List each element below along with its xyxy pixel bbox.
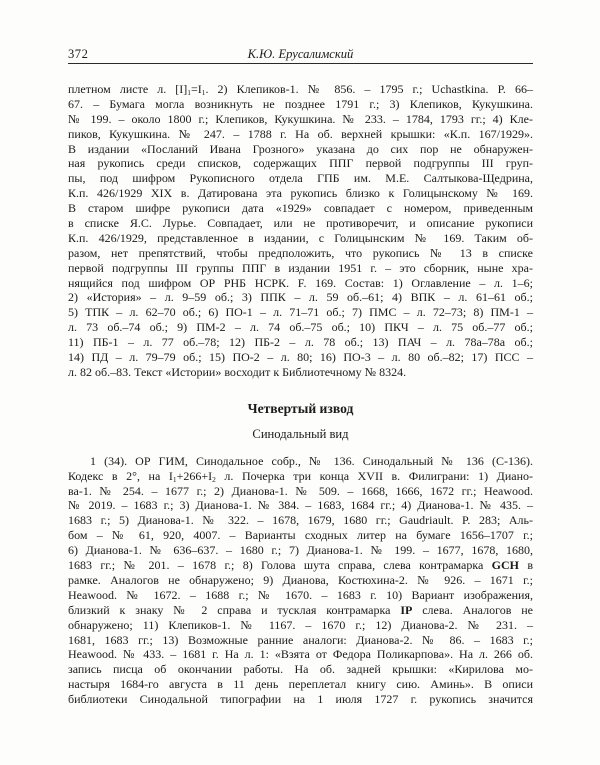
text-line: 2) «История» – л. 9–59 об.; 3) ППК – л. 59 об.–61; 4) ВПК – л. 61–61 об.; [68,290,533,305]
text-line: бом – № 61, 920, 4007. – Варианты сходных литер на бумаге 1656–1707 г.; [68,528,533,543]
text-line: ная рукопись среди списков, содержащих ППГ первой подгруппы III груп- [68,156,533,171]
text-line: пиков, Кукушкина. № 247. – 1788 г. На об. верхней крышки: «К.п. 167/1929». [68,126,533,141]
text-line: Кодекс в 2°, на $I_1+266+I_2$ л. Почерка три конца XVII в. Филиграни: 1) Диано- [68,468,533,484]
text-line: К.п. 426/1929 XIX в. Датирована эта рукопись близко к Голицынскому № 169. [68,186,533,201]
text-line: 5) ТПК – л. 62–70 об.; 6) ПО-1 – л. 71–71 об.; 7) ПМС – л. 72–73; 8) ПМ-1 – [68,305,533,320]
text-line: рамке. Аналогов не обнаружено; 9) Дианова, Костюхина-2. № 926. – 1671 г.; [68,572,533,587]
text-line: л. 73 об.–74 об.; 9) ПМ-2 – л. 74 об.–75 об.; 10) ПКЧ – л. 75 об.–77 об.; [68,320,533,335]
section-heading: Четвертый извод [247,400,354,416]
text-line: Heawood. № 433. – 1681 г. На л. 1: «Взята от Федора Поликарпова». На л. 266 об. [68,647,533,662]
text-line: в списке Я.С. Лурье. Совпадает, или не противоречит, и описание рукописи [68,216,533,231]
text-line: 6) Дианова-1. № 636–637. – 1680 г.; 7) Дианова-1. № 199. – 1677, 1678, 1680, [68,543,533,558]
text-line: ва-1. № 254. – 1677 г.; 2) Дианова-1. № 509. – 1668, 1666, 1672 гг.; Heawood. [68,483,533,498]
text-line: 14) ПД – л. 79–79 об.; 15) ПО-2 – л. 80; 16) ПО-3 – л. 80 об.–82; 17) ПСС – [68,350,533,365]
text-line: разом, нет препятствий, чтобы предположить, что рукопись № 13 в списке [68,245,533,260]
page-number: 372 [68,47,89,61]
paragraph [68,454,533,707]
text-line: плетном листе л. $[I]_1=I_1$. 2) Клепиков-1. № 856. – 1795 г.; Uchastkina. P. 66– [68,82,534,97]
text-line: 1681, 1683 гг.; 13) Возможные ранние аналоги: Дианова-2. № 86. – 1683 г.; [68,632,533,647]
text-line: В старом шифре рукописи дата «1929» совпадает с номером, приведенным [68,201,533,216]
page-header [68,46,533,64]
running-title: К.Ю. Ерусалимский [247,47,354,61]
text-line: л. 82 об.–83. Текст «Истории» восходит к Библиотечному № 8324. [68,364,407,379]
text-line: 11) ПБ-1 – л. 77 об.–78; 12) ПБ-2 – л. 78 об.; 13) ПАЧ – л. 78а–78а об.; [68,335,533,350]
text-line: № 2019. – 1683 г.; 3) Дианова-1. № 384. – 1683, 1684 гг.; 4) Дианова-1. № 435. – [68,498,533,513]
text-line: первой подгруппы III группы ППГ в издании 1951 г. – это сборник, ныне хра- [68,260,533,275]
text-line: Heawood. № 1672. – 1688 г.; № 1670. – 1683 г. 10) Вариант изображения, [68,587,533,602]
text-line: 67. – Бумага могла возникнуть не позднее 1791 г.; 3) Клепиков, Кукушкина. [68,96,533,111]
text-line: 1683 г.; 5) Дианова-1. № 322. – 1678, 1679, 1680 гг.; Gaudriault. P. 283; Аль- [68,513,533,528]
text-line: 1 (34). ОР ГИМ, Синодальное собр., № 136. Синодальный № 136 (С-136). [90,453,533,468]
subsection-heading: Синодальный вид [252,426,349,441]
page-body [68,82,533,707]
text-line: К.п. 426/1929, представленное в издании, с Голицынским № 169. Таким об- [68,230,533,245]
paragraph [68,82,533,380]
text-line: пы, под шифром Рукописного отдела ГПБ им. М.Е. Салтыкова-Щедрина, [68,171,533,186]
text-line: нящийся под шифром ОР РНБ НСРК. F. 169. Состав: 1) Оглавление – л. 1–6; [68,275,533,290]
text-line: В издании «Посланий Ивана Грозного» указана до сих пор не обнаружен- [68,141,533,156]
text-line: запись писца об окончании работы. На об. задней крышки: «Кирилова мо- [68,662,533,677]
text-line: библиотеки Синодальной типографии на 1 июля 1727 г. рукопись значится [68,692,533,707]
text-line: настыря 1684-го августа в 11 день переплетал книгу сию. Аминь». В описи [68,677,533,692]
text-line: 1683 гг.; № 201. – 1678 г.; 8) Голова шута справа, слева контрамарка GCH в [68,558,533,573]
text-line: № 199. – около 1800 г.; Клепиков, Кукушкина. № 233. – 1784, 1793 гг.; 4) Кле- [68,111,533,126]
text-line: близкий к знаку № 2 справа и тусклая контрамарка IP слева. Аналогов не [68,602,533,617]
text-line: обнаружено; 11) Клепиков-1. № 1167. – 1670 г.; 12) Дианова-2. № 231. – [68,617,533,632]
